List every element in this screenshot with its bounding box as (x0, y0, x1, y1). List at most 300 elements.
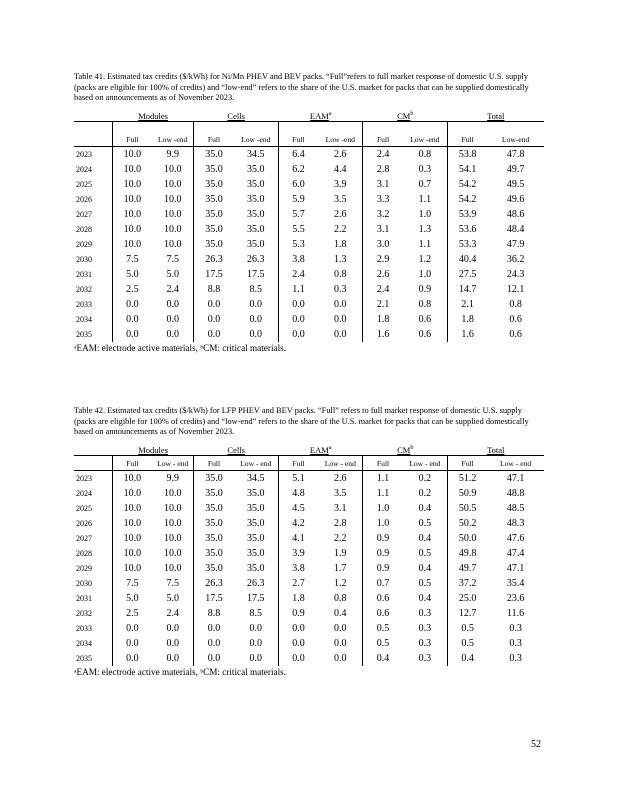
value-cell: 2.5 (126, 283, 139, 295)
column-subheader: Full (194, 121, 234, 146)
value-cell: 0.5 (461, 622, 474, 634)
group-label: CM (397, 110, 411, 121)
value-cell: 47.1 (506, 562, 525, 574)
value-cell: 0.4 (403, 561, 448, 576)
value-cell: 12.1 (506, 283, 525, 295)
year-cell: 2023 (74, 470, 112, 486)
value-cell: 0.0 (292, 298, 305, 310)
value-cell: 0.0 (126, 298, 139, 310)
value-cell: 35.0 (205, 208, 223, 220)
value-cell: 10.0 (123, 532, 142, 544)
column-group-header (363, 108, 448, 122)
footnote-marker: a (328, 444, 332, 451)
value-cell: 49.6 (506, 193, 525, 205)
value-cell: 2.4 (292, 268, 305, 280)
year-cell: 2031 (74, 267, 112, 282)
value-cell: 0.6 (403, 327, 448, 342)
column-subheader: Full (278, 121, 318, 146)
value-cell: 7.5 (126, 577, 139, 589)
value-cell: 0.3 (509, 652, 522, 664)
value-cell: 0.8 (509, 298, 522, 310)
value-cell: 10.0 (152, 546, 194, 561)
value-cell: 10.0 (123, 238, 142, 250)
value-cell: 0.0 (207, 313, 221, 325)
value-cell: 53.3 (458, 238, 477, 250)
value-cell: 5.0 (126, 268, 139, 280)
value-cell: 10.0 (152, 486, 194, 501)
value-cell: 0.0 (152, 651, 194, 666)
column-subheader: Full (447, 455, 487, 470)
value-cell: 8.5 (234, 282, 279, 297)
value-cell: 2.7 (292, 577, 305, 589)
group-label: Modules (138, 110, 168, 121)
value-cell: 26.3 (234, 252, 279, 267)
column-group-header (447, 108, 544, 122)
value-cell: 1.7 (318, 561, 363, 576)
value-cell: 1.1 (363, 470, 403, 486)
value-cell: 0.0 (318, 312, 363, 327)
value-cell: 0.8 (318, 267, 363, 282)
value-cell: 3.5 (318, 486, 363, 501)
year-cell: 2035 (74, 651, 112, 666)
value-cell: 0.0 (292, 313, 305, 325)
year-cell: 2025 (74, 177, 112, 192)
value-cell: 50.9 (458, 487, 477, 499)
value-cell: 10.0 (123, 562, 142, 574)
subheader-row (74, 121, 544, 146)
table-42-block (74, 406, 544, 677)
value-cell: 35.0 (205, 178, 223, 190)
value-cell: 37.2 (458, 577, 477, 589)
value-cell: 0.6 (403, 312, 448, 327)
value-cell: 0.3 (403, 606, 448, 621)
value-cell: 0.3 (509, 622, 522, 634)
value-cell: 3.3 (376, 193, 390, 205)
value-cell: 0.4 (403, 531, 448, 546)
value-cell: 3.9 (292, 547, 305, 559)
value-cell: 0.0 (126, 313, 139, 325)
value-cell: 0.0 (318, 651, 363, 666)
value-cell: 3.8 (292, 253, 305, 265)
group-label: EAM (309, 110, 329, 121)
value-cell: 47.1 (487, 470, 544, 486)
table-row (74, 162, 544, 177)
value-cell: 10.0 (152, 531, 194, 546)
value-cell: 0.8 (318, 591, 363, 606)
footnote-marker: b (410, 444, 414, 451)
value-cell: 34.5 (234, 146, 279, 162)
value-cell: 35.0 (205, 562, 223, 574)
column-group-header (194, 108, 279, 122)
value-cell: 3.1 (376, 178, 390, 190)
value-cell: 0.0 (152, 621, 194, 636)
value-cell: 12.7 (458, 607, 477, 619)
year-cell: 2033 (74, 297, 112, 312)
value-cell: 17.5 (234, 591, 279, 606)
value-cell: 0.0 (152, 312, 194, 327)
value-cell: 7.5 (152, 576, 194, 591)
value-cell: 0.3 (403, 651, 448, 666)
value-cell: 35.0 (205, 193, 223, 205)
column-subheader: Low - end (403, 455, 448, 470)
value-cell: 48.5 (506, 502, 525, 514)
value-cell: 54.2 (458, 193, 477, 205)
value-cell: 3.0 (376, 238, 390, 250)
value-cell: 0.0 (126, 622, 139, 634)
column-group-header (363, 442, 448, 456)
table-row (74, 237, 544, 252)
value-cell: 35.0 (234, 546, 279, 561)
year-cell: 2025 (74, 501, 112, 516)
value-cell: 10.0 (112, 470, 152, 486)
column-subheader: Full (112, 121, 152, 146)
column-subheader: Full (278, 455, 318, 470)
table-row (74, 192, 544, 207)
column-group-header (278, 108, 363, 122)
value-cell: 0.8 (403, 297, 448, 312)
value-cell: 53.9 (458, 208, 477, 220)
value-cell: 1.8 (461, 313, 474, 325)
value-cell: 1.3 (318, 252, 363, 267)
value-cell: 7.5 (126, 253, 139, 265)
group-label: Cells (227, 110, 245, 121)
group-label: CM (397, 444, 411, 455)
table-row (74, 621, 544, 636)
value-cell: 0.6 (376, 592, 390, 604)
value-cell: 0.0 (292, 652, 305, 664)
value-cell: 0.4 (318, 606, 363, 621)
value-cell: 0.0 (207, 637, 221, 649)
value-cell: 35.0 (234, 531, 279, 546)
value-cell: 2.6 (318, 470, 363, 486)
value-cell: 0.0 (207, 328, 221, 340)
value-cell: 0.5 (403, 516, 448, 531)
value-cell: 1.2 (318, 576, 363, 591)
table-row (74, 327, 544, 342)
value-cell: 10.0 (152, 516, 194, 531)
value-cell: 3.2 (376, 208, 390, 220)
group-label: Modules (138, 444, 168, 455)
value-cell: 51.2 (447, 470, 487, 486)
value-cell: 3.8 (292, 562, 305, 574)
value-cell: 1.1 (376, 487, 390, 499)
year-cell: 2035 (74, 327, 112, 342)
value-cell: 5.1 (278, 470, 318, 486)
value-cell: 35.0 (205, 163, 223, 175)
value-cell: 40.4 (458, 253, 477, 265)
table-row (74, 312, 544, 327)
table-row (74, 486, 544, 501)
page-number: 52 (531, 739, 541, 750)
group-label: EAM (309, 444, 329, 455)
value-cell: 0.3 (403, 636, 448, 651)
value-cell: 0.0 (207, 622, 221, 634)
value-cell: 10.0 (123, 517, 142, 529)
value-cell: 10.0 (123, 208, 142, 220)
value-cell: 54.1 (458, 163, 477, 175)
table-row (74, 297, 544, 312)
value-cell: 10.0 (152, 501, 194, 516)
value-cell: 0.0 (318, 636, 363, 651)
year-cell: 2030 (74, 576, 112, 591)
value-cell: 0.5 (376, 622, 390, 634)
value-cell: 2.4 (152, 282, 194, 297)
value-cell: 0.9 (376, 532, 390, 544)
value-cell: 35.0 (234, 516, 279, 531)
value-cell: 10.0 (123, 547, 142, 559)
year-cell: 2024 (74, 486, 112, 501)
column-subheader: Full (447, 121, 487, 146)
value-cell: 0.6 (509, 313, 522, 325)
value-cell: 0.0 (234, 651, 279, 666)
year-cell: 2029 (74, 237, 112, 252)
value-cell: 26.3 (205, 577, 223, 589)
value-cell: 10.0 (123, 163, 142, 175)
value-cell: 0.0 (318, 621, 363, 636)
table-row (74, 282, 544, 297)
value-cell: 0.7 (376, 577, 390, 589)
value-cell: 1.6 (376, 328, 390, 340)
column-subheader: Low - end (234, 455, 279, 470)
value-cell: 8.5 (234, 606, 279, 621)
value-cell: 48.8 (506, 487, 525, 499)
value-cell: 49.8 (458, 547, 477, 559)
column-subheader: Low -end (152, 121, 194, 146)
value-cell: 0.3 (318, 282, 363, 297)
value-cell: 1.1 (292, 283, 305, 295)
group-header-row (74, 108, 544, 122)
value-cell: 35.0 (234, 177, 279, 192)
value-cell: 9.9 (152, 146, 194, 162)
value-cell: 1.9 (318, 546, 363, 561)
column-subheader: Low -end (403, 121, 448, 146)
value-cell: 0.3 (403, 621, 448, 636)
value-cell: 24.3 (506, 268, 525, 280)
table-footnote: ᵃEAM: electrode active materials, ᵇCM: critical materials. (74, 666, 286, 677)
table-row (74, 177, 544, 192)
year-cell: 2026 (74, 192, 112, 207)
value-cell: 0.8 (403, 146, 448, 162)
value-cell: 6.2 (292, 163, 305, 175)
value-cell: 17.5 (205, 592, 223, 604)
value-cell: 5.7 (292, 208, 305, 220)
year-cell: 2024 (74, 162, 112, 177)
value-cell: 3.5 (318, 192, 363, 207)
year-cell: 2028 (74, 222, 112, 237)
value-cell: 10.0 (152, 177, 194, 192)
value-cell: 4.8 (292, 487, 305, 499)
value-cell: 0.5 (403, 576, 448, 591)
value-cell: 4.4 (318, 162, 363, 177)
subheader-row (74, 455, 544, 470)
value-cell: 25.0 (458, 592, 477, 604)
table-caption: Table 42. Estimated tax credits ($/kWh) for LFP PHEV and BEV packs. “Full” refers to full market response of domestic U.S. supply (packs are eligible for 100% of credits) and “low-end” refers to the share of the U.S. market for packs that can be supplied domestically based on announcements as of November 2023. (74, 406, 529, 436)
column-subheader: Low - end (487, 455, 544, 470)
value-cell: 1.0 (376, 517, 390, 529)
value-cell: 2.6 (318, 207, 363, 222)
value-cell: 3.9 (318, 177, 363, 192)
value-cell: 0.2 (403, 470, 448, 486)
value-cell: 0.0 (292, 637, 305, 649)
value-cell: 54.2 (458, 178, 477, 190)
value-cell: 50.5 (458, 502, 477, 514)
value-cell: 0.4 (376, 652, 390, 664)
value-cell: 0.0 (234, 327, 279, 342)
column-group-header (447, 442, 544, 456)
value-cell: 35.0 (205, 547, 223, 559)
value-cell: 17.5 (234, 267, 279, 282)
value-cell: 0.0 (152, 327, 194, 342)
column-subheader: Full (112, 455, 152, 470)
value-cell: 17.5 (205, 268, 223, 280)
table-row (74, 561, 544, 576)
table-row (74, 636, 544, 651)
table-row (74, 207, 544, 222)
value-cell: 0.7 (403, 177, 448, 192)
value-cell: 2.5 (126, 607, 139, 619)
column-subheader: Low-end (487, 121, 544, 146)
value-cell: 4.1 (292, 532, 305, 544)
value-cell: 0.0 (234, 297, 279, 312)
value-cell: 35.0 (205, 238, 223, 250)
value-cell: 4.5 (292, 502, 305, 514)
column-subheader: Full (363, 121, 403, 146)
value-cell: 0.2 (403, 486, 448, 501)
value-cell: 10.0 (123, 487, 142, 499)
value-cell: 35.0 (234, 501, 279, 516)
value-cell: 0.0 (234, 621, 279, 636)
value-cell: 48.4 (506, 223, 525, 235)
value-cell: 34.5 (234, 470, 279, 486)
value-cell: 0.5 (403, 546, 448, 561)
table-row (74, 516, 544, 531)
value-cell: 27.5 (458, 268, 477, 280)
value-cell: 36.2 (506, 253, 525, 265)
year-cell: 2033 (74, 621, 112, 636)
value-cell: 23.6 (506, 592, 525, 604)
value-cell: 10.0 (123, 193, 142, 205)
year-cell: 2028 (74, 546, 112, 561)
data-table (74, 442, 544, 666)
value-cell: 0.0 (234, 636, 279, 651)
year-cell: 2029 (74, 561, 112, 576)
table-row (74, 651, 544, 666)
value-cell: 47.8 (487, 146, 544, 162)
value-cell: 0.0 (318, 297, 363, 312)
value-cell: 10.0 (152, 561, 194, 576)
value-cell: 1.0 (403, 267, 448, 282)
value-cell: 35.0 (194, 146, 234, 162)
value-cell: 0.4 (403, 501, 448, 516)
column-subheader: Low -end (318, 121, 363, 146)
column-group-header (112, 108, 194, 122)
value-cell: 47.4 (506, 547, 525, 559)
value-cell: 35.0 (205, 487, 223, 499)
value-cell: 35.0 (205, 502, 223, 514)
value-cell: 0.0 (126, 637, 139, 649)
value-cell: 2.4 (152, 606, 194, 621)
table-row (74, 252, 544, 267)
value-cell: 10.0 (123, 223, 142, 235)
value-cell: 1.1 (403, 237, 448, 252)
value-cell: 35.0 (234, 486, 279, 501)
value-cell: 14.7 (458, 283, 477, 295)
column-subheader: Full (194, 455, 234, 470)
year-cell: 2032 (74, 606, 112, 621)
column-subheader: Full (363, 455, 403, 470)
table-row (74, 146, 544, 162)
value-cell: 47.6 (506, 532, 525, 544)
group-label: Total (487, 110, 505, 121)
value-cell: 0.6 (376, 607, 390, 619)
table-row (74, 222, 544, 237)
value-cell: 0.4 (403, 591, 448, 606)
table-row (74, 546, 544, 561)
value-cell: 35.0 (234, 207, 279, 222)
value-cell: 10.0 (152, 207, 194, 222)
group-label: Cells (227, 444, 245, 455)
value-cell: 2.6 (318, 146, 363, 162)
value-cell: 4.2 (292, 517, 305, 529)
value-cell: 1.2 (403, 252, 448, 267)
table-41-block (74, 72, 544, 353)
value-cell: 0.0 (126, 328, 139, 340)
value-cell: 1.8 (318, 237, 363, 252)
table-row (74, 591, 544, 606)
footnote-marker: b (410, 110, 414, 117)
year-cell: 2027 (74, 531, 112, 546)
value-cell: 35.0 (234, 162, 279, 177)
value-cell: 0.5 (376, 637, 390, 649)
value-cell: 5.9 (292, 193, 305, 205)
value-cell: 10.0 (152, 222, 194, 237)
value-cell: 2.4 (363, 146, 403, 162)
value-cell: 8.8 (207, 283, 221, 295)
value-cell: 3.1 (376, 223, 390, 235)
value-cell: 0.3 (403, 162, 448, 177)
footnote-marker: a (328, 110, 332, 117)
column-group-header (112, 442, 194, 456)
value-cell: 35.0 (205, 517, 223, 529)
value-cell: 0.0 (292, 622, 305, 634)
value-cell: 35.0 (205, 223, 223, 235)
value-cell: 10.0 (123, 502, 142, 514)
column-subheader: Low - end (318, 455, 363, 470)
value-cell: 50.0 (458, 532, 477, 544)
value-cell: 2.8 (318, 516, 363, 531)
value-cell: 1.1 (403, 192, 448, 207)
value-cell: 0.5 (461, 637, 474, 649)
value-cell: 11.6 (507, 607, 525, 619)
value-cell: 0.9 (403, 282, 448, 297)
table-row (74, 606, 544, 621)
value-cell: 2.2 (318, 531, 363, 546)
value-cell: 35.0 (194, 470, 234, 486)
value-cell: 35.0 (205, 532, 223, 544)
value-cell: 0.6 (509, 328, 522, 340)
column-subheader: Low - end (152, 455, 194, 470)
table-caption: Table 41. Estimated tax credits ($/kWh) for Ni/Mn PHEV and BEV packs. “Full”refers to full market response of domestic U.S. supply (packs are eligible for 100% of credits) and “low-end” refers to the share of the U.S. market for packs that can be supplied domestically based on announcements as of November 2023. (74, 72, 529, 102)
value-cell: 5.0 (126, 592, 139, 604)
value-cell: 7.5 (152, 252, 194, 267)
year-cell: 2034 (74, 636, 112, 651)
value-cell: 0.0 (318, 327, 363, 342)
value-cell: 8.8 (207, 607, 221, 619)
value-cell: 5.0 (152, 267, 194, 282)
data-table (74, 108, 544, 342)
value-cell: 10.0 (152, 192, 194, 207)
value-cell: 2.1 (376, 298, 390, 310)
